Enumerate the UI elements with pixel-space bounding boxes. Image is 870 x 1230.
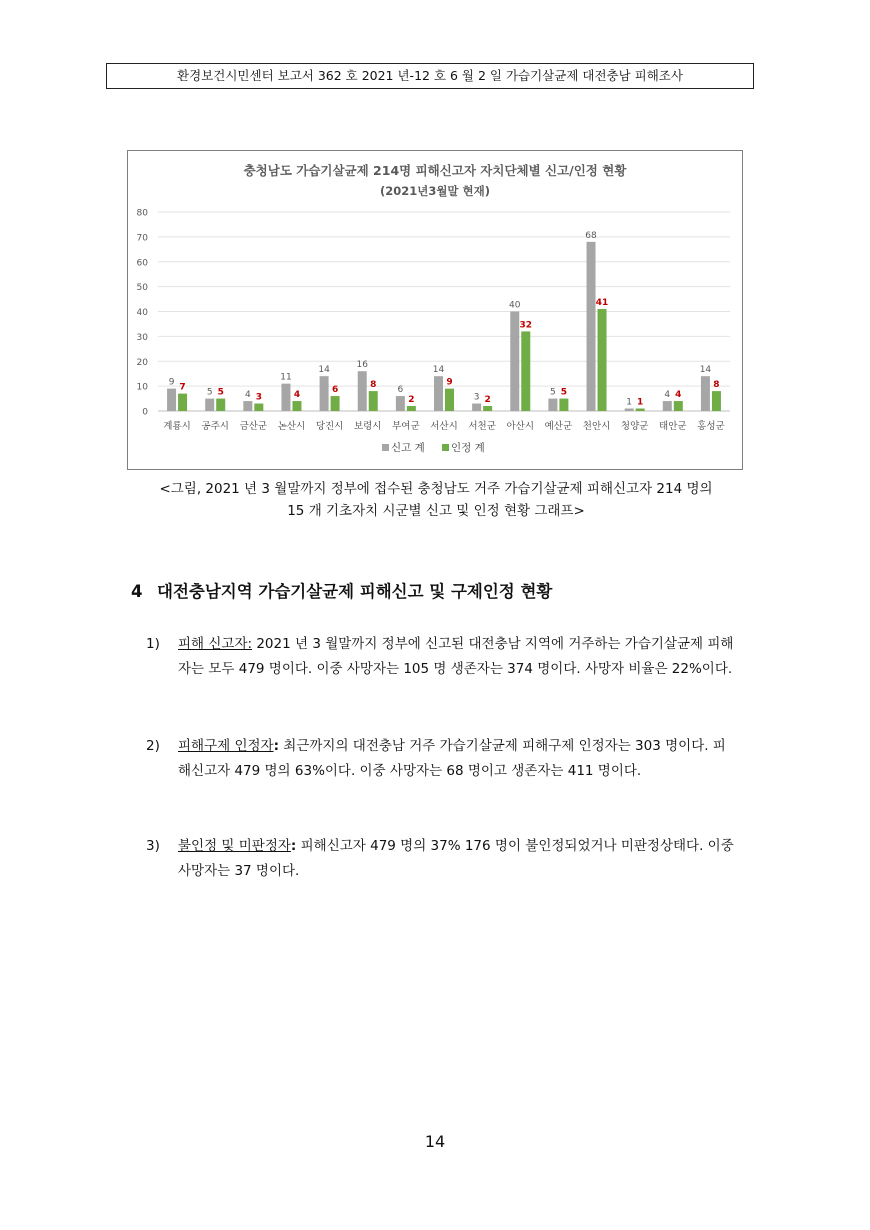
bar-approved bbox=[445, 389, 454, 411]
bar-report bbox=[167, 389, 176, 411]
y-tick-label: 30 bbox=[136, 332, 148, 343]
x-tick-label: 태안군 bbox=[659, 421, 687, 432]
item-term: 피해 신고자: bbox=[178, 636, 253, 652]
section-title: 대전충남지역 가습기살균제 피해신고 및 구제인정 현황 bbox=[157, 582, 553, 601]
x-tick-label: 부여군 bbox=[392, 421, 420, 432]
caption-line-2: 15 개 기초자치 시군별 신고 및 인정 현황 그래프> bbox=[287, 503, 585, 519]
x-tick-label: 홍성군 bbox=[697, 421, 725, 432]
data-label: 4 bbox=[675, 390, 682, 401]
x-tick-label: 보령시 bbox=[353, 421, 382, 432]
bar-approved bbox=[292, 401, 301, 411]
bar-approved bbox=[636, 409, 645, 411]
data-label: 41 bbox=[595, 298, 609, 309]
y-tick-label: 20 bbox=[136, 357, 148, 368]
data-label: 7 bbox=[179, 382, 186, 393]
item-colon: : bbox=[273, 738, 279, 754]
x-tick-label: 공주시 bbox=[201, 421, 229, 432]
legend-label-report: 신고 계 bbox=[391, 442, 425, 454]
bar-report bbox=[472, 404, 481, 411]
y-tick-label: 80 bbox=[136, 208, 148, 219]
x-tick-label: 금산군 bbox=[239, 421, 268, 432]
item-term: 피해구제 인정자 bbox=[178, 738, 274, 754]
x-tick-label: 논산시 bbox=[277, 421, 306, 432]
bar-report bbox=[548, 399, 557, 411]
bar-report bbox=[625, 409, 634, 411]
y-tick-label: 70 bbox=[136, 233, 148, 244]
list-item-body bbox=[178, 632, 738, 682]
running-header: 환경보건시민센터 보고서 362 호 2021 년-12 호 6 월 2 일 가습기살균제 대전충남 피해조사 bbox=[106, 63, 754, 89]
data-label: 2 bbox=[484, 395, 491, 406]
item-text: 피해신고자 479 명의 37% 176 명이 불인정되었거나 미판정상태다. 이중 사망자는 37 명이다. bbox=[178, 838, 734, 879]
bar-approved bbox=[598, 309, 607, 411]
data-label: 5 bbox=[550, 387, 556, 398]
data-label: 9 bbox=[168, 377, 175, 388]
x-tick-label: 계룡시 bbox=[163, 421, 191, 432]
item-text: 최근까지의 대전충남 거주 가습기살균제 피해구제 인정자는 303 명이다. 피해신고자 479 명의 63%이다. 이중 사망자는 68 명이고 생존자는 411 명이다. bbox=[178, 738, 726, 779]
legend-swatch-report bbox=[382, 444, 389, 451]
figure-caption bbox=[106, 478, 766, 522]
bar-approved bbox=[178, 394, 187, 411]
data-label: 4 bbox=[244, 390, 251, 401]
caption-line-1: <그림, 2021 년 3 월말까지 정부에 접수된 충청남도 거주 가습기살균제 피해신고자 214 명의 bbox=[159, 481, 713, 497]
list-item-body bbox=[178, 834, 738, 884]
data-label: 9 bbox=[446, 377, 453, 388]
bar-chart bbox=[127, 150, 743, 470]
data-label: 6 bbox=[331, 385, 339, 396]
x-tick-label: 아산시 bbox=[506, 421, 535, 432]
item-text: 2021 년 3 월말까지 정부에 신고된 대전충남 지역에 거주하는 가습기살균제 피해자는 모두 479 명이다. 이중 사망자는 105 명 생존자는 374 명이다. 사망자 비율은 22%이다. bbox=[178, 636, 734, 677]
bar-report bbox=[434, 376, 443, 411]
bar-approved bbox=[712, 391, 721, 411]
item-colon: : bbox=[290, 838, 297, 854]
bar-approved bbox=[407, 406, 416, 411]
data-label: 16 bbox=[356, 360, 368, 371]
y-tick-label: 60 bbox=[136, 258, 148, 269]
list-marker: 2) bbox=[146, 738, 160, 754]
list-item-body bbox=[178, 734, 738, 784]
y-tick-label: 10 bbox=[136, 382, 148, 393]
bar-report bbox=[663, 401, 672, 411]
data-label: 5 bbox=[560, 387, 568, 398]
item-term: 불인정 및 미판정자 bbox=[178, 838, 291, 854]
data-label: 3 bbox=[255, 392, 262, 403]
bar-report bbox=[358, 371, 367, 411]
data-label: 3 bbox=[473, 392, 480, 403]
data-label: 14 bbox=[432, 365, 445, 376]
data-label: 5 bbox=[206, 387, 213, 398]
bar-approved bbox=[559, 399, 568, 411]
legend-label-approved: 인정 계 bbox=[451, 442, 485, 454]
bar-approved bbox=[521, 331, 530, 411]
y-tick-label: 40 bbox=[136, 308, 148, 318]
chart-svg bbox=[128, 151, 742, 469]
page-number: 14 bbox=[424, 1132, 446, 1151]
bar-report bbox=[205, 399, 214, 411]
bar-report bbox=[396, 396, 405, 411]
x-tick-label: 청양군 bbox=[620, 421, 649, 432]
data-label: 6 bbox=[397, 385, 404, 396]
list-marker: 1) bbox=[146, 636, 160, 652]
data-label: 1 bbox=[637, 397, 644, 408]
data-label: 8 bbox=[713, 380, 720, 391]
bar-approved bbox=[331, 396, 340, 411]
x-tick-label: 서천군 bbox=[468, 421, 496, 432]
data-label: 1 bbox=[626, 397, 633, 408]
data-label: 40 bbox=[509, 300, 521, 311]
y-tick-label: 50 bbox=[136, 283, 148, 294]
data-label: 8 bbox=[370, 380, 377, 391]
x-tick-label: 천안시 bbox=[582, 421, 611, 432]
bar-approved bbox=[254, 404, 263, 411]
section-number: 4 bbox=[131, 582, 143, 601]
data-label: 32 bbox=[519, 320, 533, 331]
bar-approved bbox=[674, 401, 683, 411]
legend-swatch-approved bbox=[442, 444, 449, 451]
data-label: 2 bbox=[408, 395, 415, 406]
bar-report bbox=[281, 384, 290, 411]
data-label: 14 bbox=[699, 365, 712, 376]
data-label: 14 bbox=[318, 365, 330, 376]
bar-approved bbox=[216, 399, 225, 411]
x-tick-label: 당진시 bbox=[315, 421, 344, 432]
data-label: 4 bbox=[664, 390, 671, 401]
list-marker: 3) bbox=[146, 838, 160, 854]
bar-approved bbox=[483, 406, 492, 411]
x-tick-label: 예산군 bbox=[544, 421, 573, 432]
chart-title: 충청남도 가습기살균제 214명 피해신고자 자치단체별 신고/인정 현황 bbox=[243, 163, 627, 178]
y-tick-label: 0 bbox=[142, 407, 148, 418]
bar-approved bbox=[369, 391, 378, 411]
chart-subtitle: (2021년3월말 현재) bbox=[379, 184, 491, 198]
data-label: 11 bbox=[280, 372, 292, 383]
bar-report bbox=[587, 242, 596, 411]
x-tick-label: 서산시 bbox=[430, 421, 458, 432]
bar-report bbox=[510, 312, 519, 412]
data-label: 68 bbox=[585, 230, 597, 241]
data-label: 5 bbox=[217, 387, 224, 398]
data-label: 4 bbox=[293, 390, 301, 401]
section-heading bbox=[131, 578, 552, 602]
bar-report bbox=[320, 376, 329, 411]
bar-report bbox=[701, 376, 710, 411]
bar-report bbox=[243, 401, 252, 411]
